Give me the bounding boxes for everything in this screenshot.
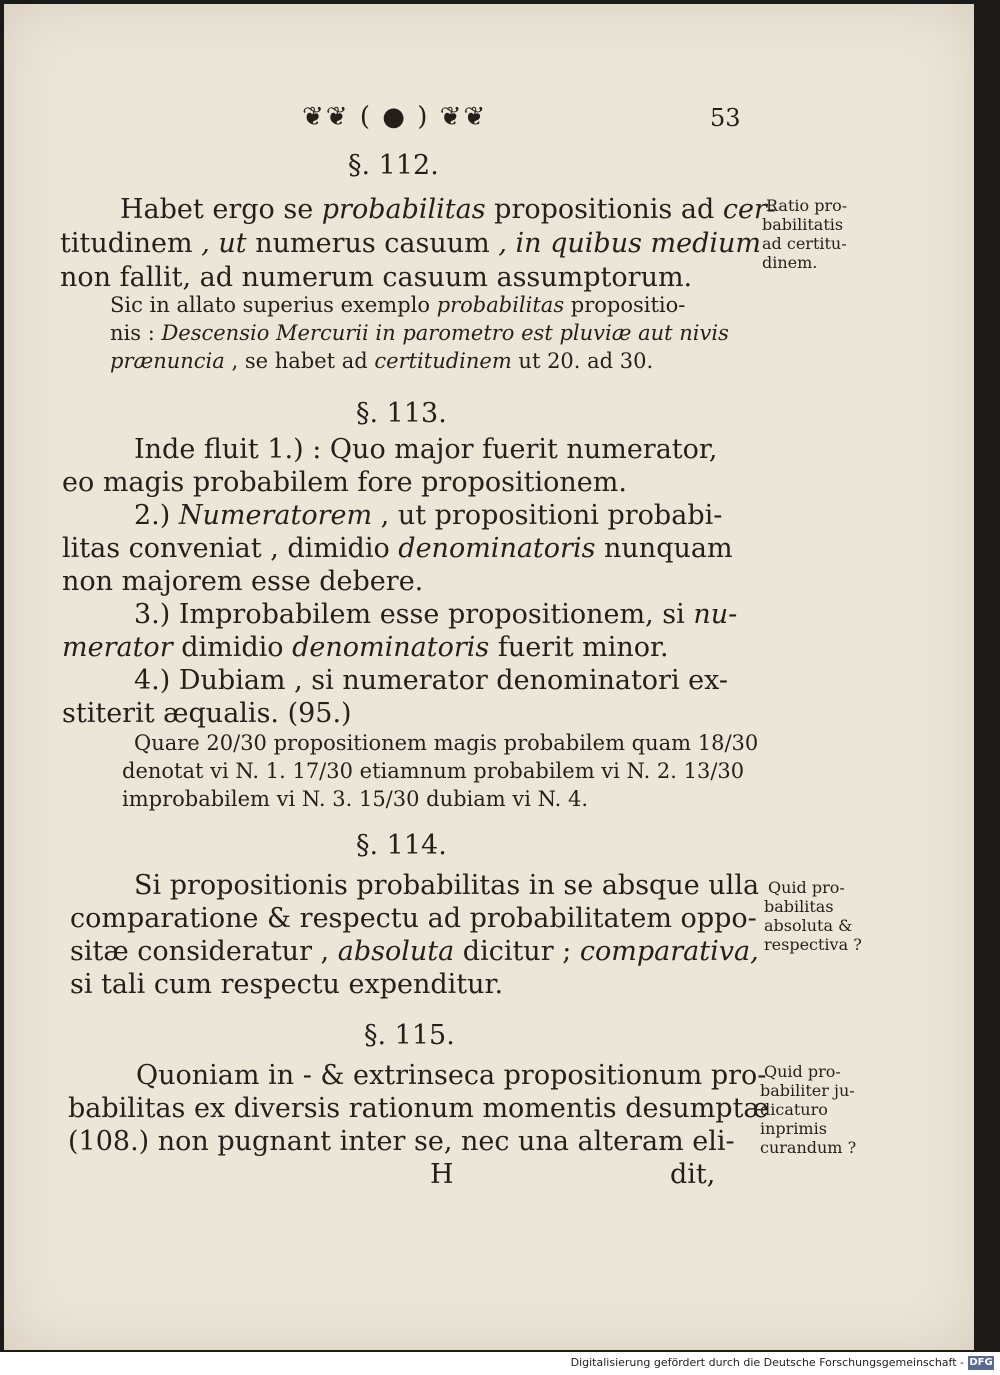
italic-run: Numeratorem [178, 500, 373, 531]
text-run: dicitur ; [454, 936, 580, 967]
text-run: si tali cum respectu expenditur. [70, 969, 504, 1000]
text-run: stiterit æqualis. (95.) [62, 698, 352, 729]
text-line [60, 228, 761, 260]
italic-run: denominatoris [398, 533, 596, 564]
book-page [4, 4, 974, 1350]
page-number: 53 [710, 104, 741, 132]
text-line [134, 434, 717, 466]
text-run: 4.) Dubiam , si numerator denominatori ex- [134, 665, 729, 696]
text-line [70, 903, 757, 935]
text-line [110, 348, 653, 374]
text-run: non fallit, ad numerum casuum assumptorum. [60, 262, 693, 293]
catchword: dit, [670, 1159, 716, 1190]
text-run: propositionis ad [485, 194, 723, 225]
italic-run: comparativa, [579, 936, 759, 967]
italic-run: , in quibus medium [489, 228, 762, 259]
text-run: , ut propositioni probabi- [372, 500, 723, 531]
text-line [134, 599, 737, 631]
section-heading-113: §. 113. [356, 398, 447, 429]
text-run: Si propositionis probabilitas in se absque ulla [134, 870, 760, 901]
text-line [122, 758, 744, 784]
text-run: sitæ consideratur , [70, 936, 338, 967]
text-line [70, 969, 503, 1001]
italic-run: merator [62, 632, 173, 663]
digitization-footer [0, 1352, 1000, 1375]
italic-run: denominatoris [292, 632, 490, 663]
margin-note-line: Ratio pro- [766, 196, 848, 215]
margin-note-line: Quid pro- [768, 878, 845, 897]
text-run: propositio- [564, 293, 686, 317]
margin-note-line: babilitatis [762, 215, 844, 234]
text-line [62, 566, 423, 598]
text-line [134, 665, 728, 697]
margin-note-line: respectiva ? [764, 935, 862, 954]
footer-credit: Digitalisierung gefördert durch die Deutsche Forschungsgemeinschaft - [570, 1356, 964, 1369]
text-run: litas conveniat , dimidio [62, 533, 399, 564]
text-line [122, 786, 588, 812]
margin-note-line: inprimis [760, 1119, 827, 1138]
text-run: eo magis probabilem fore propositionem. [62, 467, 627, 498]
italic-run: Descensio Mercurii in parometro est pluviæ aut nivis [161, 321, 729, 345]
text-line [134, 500, 722, 532]
text-run: comparatione & respectu ad probabilitatem oppo- [70, 903, 757, 934]
signature-mark: H [430, 1159, 454, 1190]
text-line [136, 1060, 766, 1092]
text-run: numerus casuum [255, 228, 490, 259]
text-run: nunquam [595, 533, 733, 564]
text-line [62, 632, 669, 664]
text-line [60, 262, 692, 294]
text-run: 2.) [134, 500, 179, 531]
text-line [70, 936, 759, 968]
text-run: (108.) non pugnant inter se, nec una alteram eli- [68, 1126, 735, 1157]
text-run: Habet ergo se [120, 194, 322, 225]
text-line [110, 320, 729, 346]
text-run: Sic in allato superius exemplo [110, 293, 437, 317]
text-run: improbabilem vi N. 3. 15/30 dubiam vi N. 4. [122, 787, 589, 811]
header-ornament: ❦❦ ( ● ) ❦❦ [302, 102, 488, 132]
text-line [110, 292, 685, 318]
italic-run: probabilitas [436, 293, 565, 317]
text-run: Quoniam in - & extrinseca propositionum pro- [136, 1060, 767, 1091]
text-run: denotat vi N. 1. 17/30 etiamnum probabilem vi N. 2. 13/30 [122, 759, 745, 783]
text-run: fuerit minor. [489, 632, 669, 663]
text-line [62, 698, 352, 730]
text-run: Quare 20/30 propositionem magis probabilem quam 18/30 [134, 731, 759, 755]
text-run: babilitas ex diversis rationum momentis desumptæ [68, 1093, 769, 1124]
italic-run: absoluta [337, 936, 455, 967]
text-run: titudinem [60, 228, 193, 259]
text-line [68, 1126, 735, 1158]
italic-run: certitudinem [374, 349, 512, 373]
text-run: non majorem esse debere. [62, 566, 424, 597]
italic-run: cer- [722, 194, 776, 225]
dfg-logo: DFG [969, 1357, 993, 1368]
margin-note-line: ad certitu- [762, 234, 847, 253]
section-heading-112: §. 112. [348, 150, 439, 181]
text-run: , se habet ad [224, 349, 375, 373]
italic-run: nu- [693, 599, 738, 630]
section-heading-115: §. 115. [364, 1020, 455, 1051]
margin-note-line: Quid pro- [764, 1062, 841, 1081]
margin-note-line: absoluta & [764, 916, 853, 935]
text-run: ut 20. ad 30. [511, 349, 654, 373]
text-line [68, 1093, 769, 1125]
text-line [62, 533, 733, 565]
margin-note-line: dinem. [762, 253, 818, 272]
text-line [62, 467, 627, 499]
text-line [134, 870, 759, 902]
text-run: 3.) Improbabilem esse propositionem, si [134, 599, 694, 630]
text-run: Inde fluit 1.) : Quo major fuerit numerator, [134, 434, 718, 465]
italic-run: probabilitas [321, 194, 486, 225]
margin-note-line: dicaturo [760, 1100, 828, 1119]
text-run: dimidio [172, 632, 293, 663]
margin-note-line: babiliter ju- [760, 1081, 855, 1100]
text-run: nis : [110, 321, 162, 345]
margin-note-line: babilitas [764, 897, 834, 916]
italic-run: prænuncia [110, 349, 225, 373]
italic-run: , ut [192, 228, 256, 259]
text-line [120, 194, 776, 226]
text-line [134, 730, 758, 756]
section-heading-114: §. 114. [356, 830, 447, 861]
margin-note-line: curandum ? [760, 1138, 857, 1157]
